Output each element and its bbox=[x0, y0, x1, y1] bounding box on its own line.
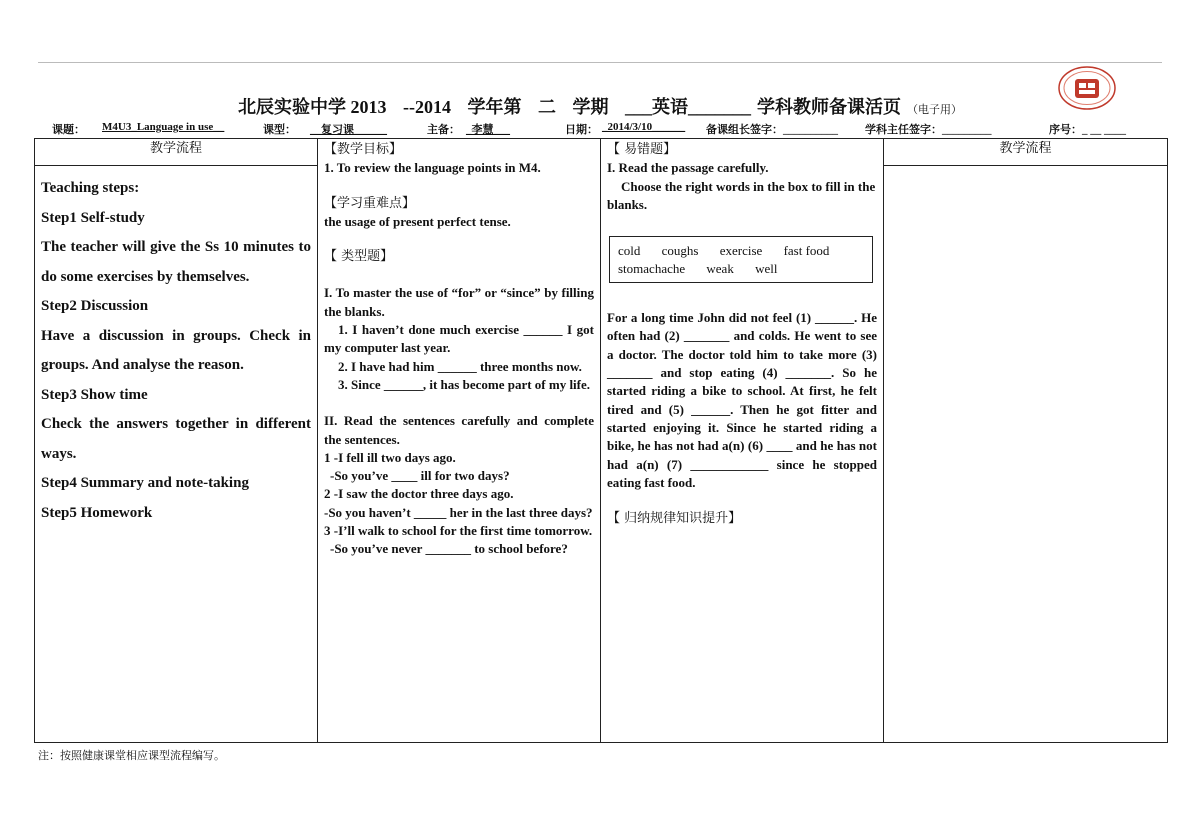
type-label: 课型： bbox=[263, 124, 296, 136]
word-coughs: coughs bbox=[661, 243, 699, 259]
word-stomachache: stomachache bbox=[618, 261, 686, 277]
sentence-1b: -So you’ve ____ ill for two days? bbox=[330, 468, 510, 484]
step4-title: Step4 Summary and note-taking bbox=[41, 475, 249, 491]
sentence-1a: 1 -I fell ill two days ago. bbox=[324, 449, 456, 465]
serial-number: 序号：_ __ ____ bbox=[1049, 124, 1126, 136]
summary-header: 【 归纳规律知识提升】 bbox=[607, 511, 742, 527]
topic-value: M4U3_Language in use__ bbox=[102, 121, 225, 133]
subject-suffix: 学科教师备课活页 bbox=[757, 97, 901, 117]
step1-title: Step1 Self-study bbox=[41, 209, 145, 226]
lesson-plan-table bbox=[34, 138, 1168, 743]
objectives-cell bbox=[318, 139, 601, 743]
word-weak: weak bbox=[706, 261, 734, 277]
word-fast-food: fast food bbox=[783, 243, 830, 259]
word-well: well bbox=[755, 261, 778, 277]
step5-title: Step5 Homework bbox=[41, 504, 153, 521]
exercise-cell bbox=[601, 139, 884, 743]
page-title bbox=[0, 93, 1200, 119]
date-label: 日期： bbox=[565, 124, 598, 136]
error-header: 【 易错题】 bbox=[607, 142, 677, 157]
subject: ___英语_______ bbox=[625, 97, 751, 117]
sentence-3a: 3 -I’ll walk to school for the first time tomorrow. bbox=[324, 523, 593, 539]
footer-note: 注：按照健康课堂相应课型流程编写。 bbox=[38, 749, 225, 762]
edition-label: （电子用） bbox=[907, 104, 962, 116]
top-rule bbox=[38, 62, 1162, 63]
step1-text: The teacher will give the Ss 10 minutes to do some exercises by themselves. bbox=[41, 239, 311, 285]
sentence-2b: -So you haven’t _____ her in the last three days? bbox=[324, 504, 593, 520]
type-header: 【 类型题】 bbox=[324, 249, 394, 265]
exercise-instruction: Choose the right words in the box to fill in the blanks. bbox=[607, 178, 876, 212]
steps-title: Teaching steps: bbox=[41, 180, 140, 196]
head-sign: 学科主任签字：_________ bbox=[865, 124, 992, 136]
step3-text: Check the answers together in different ways. bbox=[41, 416, 311, 462]
word-row-1 bbox=[618, 242, 864, 260]
lead-label: 主备： bbox=[427, 124, 460, 136]
part1-title: I. To master the use of “for” or “since” by filling the blanks. bbox=[324, 285, 594, 319]
term-number: 二 bbox=[538, 97, 556, 117]
step2-text: Have a discussion in groups. Check in groups. And analyse the reason. bbox=[41, 327, 311, 373]
sentence-2a: 2 -I saw the doctor three days ago. bbox=[324, 486, 514, 502]
col4-header: 教学流程 bbox=[884, 139, 1168, 166]
question-3: 3. Since ______, it has become part of my life. bbox=[338, 376, 591, 392]
school-seal-icon bbox=[1058, 66, 1116, 110]
notes-cell bbox=[884, 166, 1168, 743]
year-end: --2014 bbox=[403, 97, 451, 117]
word-row-2 bbox=[618, 260, 864, 278]
question-2: 2. I have had him ______ three months now. bbox=[338, 358, 582, 374]
topic-label: 课题： bbox=[52, 124, 85, 136]
term-suffix: 学期 bbox=[572, 97, 609, 117]
word-cold: cold bbox=[618, 243, 641, 259]
word-box bbox=[609, 236, 873, 283]
term-label: 学年第 bbox=[467, 97, 522, 117]
type-value: __复习课______ bbox=[310, 124, 387, 136]
part2-title: II. Read the sentences carefully and complete the sentences. bbox=[324, 413, 594, 447]
key-text: the usage of present perfect tense. bbox=[324, 213, 511, 229]
school-name: 北辰实验中学 2013 bbox=[238, 97, 387, 117]
col1-header: 教学流程 bbox=[35, 139, 318, 166]
word-exercise: exercise bbox=[719, 243, 763, 259]
date-value: _2014/3/10______ bbox=[602, 121, 686, 133]
goal-header: 【教学目标】 bbox=[324, 142, 403, 157]
teaching-steps-cell bbox=[35, 166, 318, 743]
group-sign: 备课组长签字：__________ bbox=[706, 124, 838, 136]
passage: For a long time John did not feel (1) ______. He often had (2) _______ and colds. He went to see a doctor. The doctor told him to take more (3) _______ and stop eating (4) _______. So he started riding a bike to school. At first, he felt tired and (5) ______. Then he got fitter and started enjoying it. Since he started riding a bike, he has not had a(n) (6) ____ and he has not had a(n) (7) ____________ since he stopped eating fast food. bbox=[607, 310, 877, 490]
step2-title: Step2 Discussion bbox=[41, 298, 149, 314]
key-header: 【学习重难点】 bbox=[324, 195, 416, 211]
question-1: 1. I haven’t done much exercise ______ I got my computer last year. bbox=[324, 322, 594, 356]
sentence-3b: -So you’ve never _______ to school before? bbox=[330, 541, 568, 557]
lead-value: _李慧___ bbox=[466, 124, 510, 136]
exercise-part1: I. Read the passage carefully. bbox=[607, 160, 769, 176]
step3-title: Step3 Show time bbox=[41, 386, 148, 403]
goal-text: 1. To review the language points in M4. bbox=[324, 160, 541, 176]
